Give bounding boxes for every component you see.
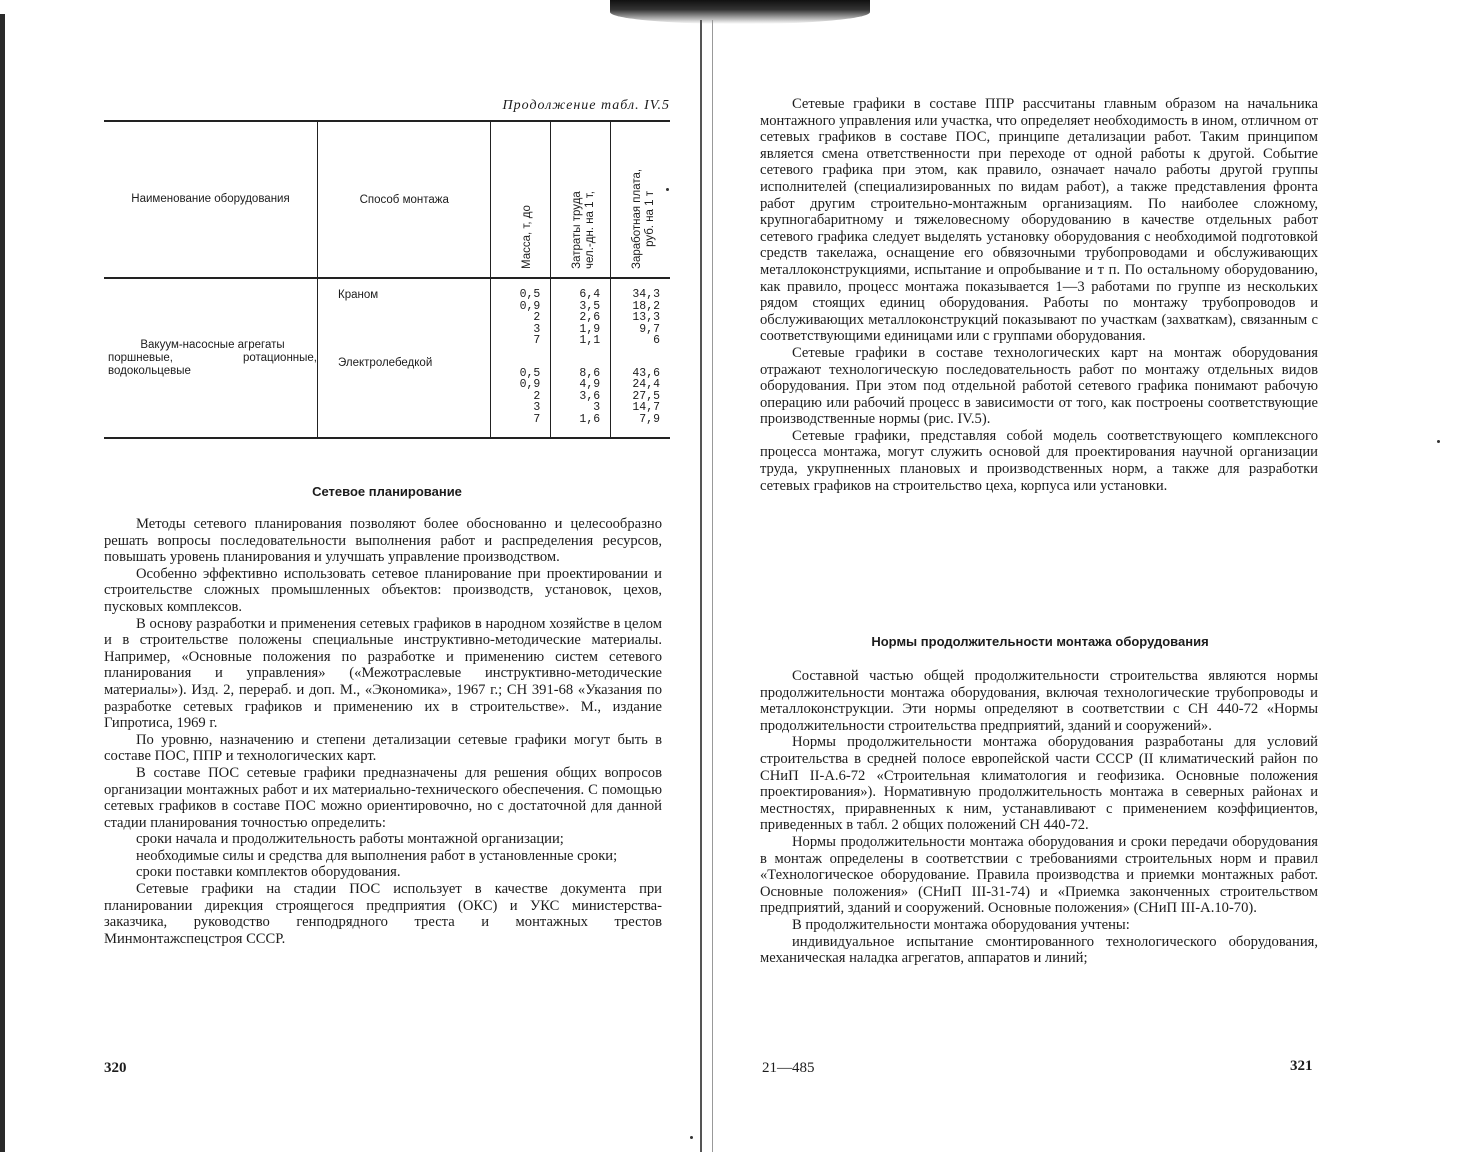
- labor-value: 6,4: [579, 288, 601, 301]
- paragraph: индивидуальное испытание смонтированного технологического оборудования, механическая наладка агрегатов, аппаратов и линий;: [760, 933, 1318, 967]
- mass-column: [491, 278, 551, 438]
- mass-value: 7: [533, 412, 541, 426]
- scan-speck: [1437, 440, 1440, 443]
- labor-value: 8,6: [579, 366, 601, 380]
- header-method: Способ монтажа: [318, 121, 491, 278]
- header-wage: Заработная плата, руб. на 1 т: [611, 121, 670, 278]
- paragraph: Сетевые графики на стадии ПОС использует в качестве документа при планировании дирекция строящегося предприятия (ОКС) и УКС министерства-заказчика, руководство генподрядного треста и монтажных трестов Минмонтажспецстроя СССР.: [104, 881, 662, 947]
- mass-value: 3: [533, 322, 541, 336]
- right-page-body-top: [760, 96, 1318, 494]
- labor-value: 4,9: [579, 378, 601, 391]
- section-heading-network-planning: Сетевое планирование: [312, 484, 462, 499]
- paragraph: сроки поставки комплектов оборудования.: [136, 864, 401, 881]
- mass-value: 3: [533, 401, 541, 414]
- left-page-body: [104, 516, 662, 947]
- method-crane: Краном: [338, 289, 379, 301]
- equipment-table: [104, 120, 670, 439]
- page-number-right: 321: [1290, 1058, 1313, 1074]
- paragraph: В продолжительности монтажа оборудования учтены:: [792, 916, 1130, 933]
- book-gutter-line: [712, 20, 713, 1152]
- paragraph: Сетевые графики в составе технологических карт на монтаж оборудования отражают технологическую последовательность работ по монтажу отдельных видов оборудования. При этом под отдельной работой сетевого графика понимают рабочую операцию или рабочий процесс в зависимости от того, как построены соответствующие производственные нормы (рис. IV.5).: [760, 344, 1318, 428]
- page-edge-shadow: [0, 14, 5, 1152]
- header-labor: Затраты труда чел.-дн. на 1 т,: [551, 121, 611, 278]
- header-equipment-name: Наименование оборудования: [131, 193, 290, 205]
- paragraph: Сетевые графики, представляя собой модель соответствующего комплексного процесса монтажа, могут служить основой для проектирования научной организации труда, укрупненных плановых и производственных норм, а также для разработки сетевых графиков на строительство цеха, корпуса или установки.: [760, 427, 1318, 494]
- labor-value: 1,6: [579, 412, 601, 426]
- paragraph: В составе ПОС сетевые графики предназначены для решения общих вопросов организации монтажных работ и их материально-технического обеспечения. С помощью сетевых графиков в составе ПОС можно ориентировочно, но с достаточной для данной стадии планирования точностью определить:: [104, 764, 662, 831]
- equipment-name-line: поршневые, ротационные,: [108, 351, 318, 364]
- paragraph: Нормы продолжительности монтажа оборудования и сроки передачи оборудования в монтаж определены в соответствии с требованиями строительных норм и правил «Технологическое оборудование. Правила производства и приемки монтажных работ. Основные положения» (СНиП III-31-74) и «Приемка законченных строительством предприятий, зданий и сооружений. Основные положения» (СНиП III-А.10-70).: [760, 833, 1318, 917]
- right-page-body-bottom: [760, 668, 1318, 967]
- mass-value: 0,9: [519, 378, 541, 391]
- paragraph: Особенно эффективно использовать сетевое планирование при проектировании и строительстве сложных промышленных объектов: производств, установок, цехов, пусковых комплексов.: [104, 565, 662, 615]
- method-winch: Электролебедкой: [338, 357, 433, 369]
- equipment-name-line: Вакуум-насосные агрегаты: [140, 338, 285, 351]
- labor-value: 1,1: [579, 334, 601, 347]
- labor-value: 3,6: [579, 389, 601, 403]
- labor-value: 3: [593, 401, 601, 414]
- table-row: [104, 278, 670, 438]
- paragraph: Нормы продолжительности монтажа оборудования разработаны для условий строительства в средней полосе европейской части СССР (II климатический район по СНиП II-А.6-72 «Строительная климатология и геофизика. Основные положения проектирования»). Нормативную продолжительность монтажа в северных районах и местностях, приравненных к ним, устанавливают с применением коэффициентов, приведенных в табл. 2 общих положений СН 440-72.: [760, 734, 1318, 834]
- wage-value: 24,4: [632, 378, 660, 391]
- scan-speck: [690, 1136, 693, 1139]
- wage-value: 7,9: [639, 412, 660, 426]
- table-continuation-caption: Продолжение табл. IV.5: [502, 98, 670, 113]
- paragraph: сроки начала и продолжительность работы монтажной организации;: [136, 831, 564, 848]
- equipment-name-line: водокольцевые: [108, 364, 191, 377]
- labor-column: [551, 278, 611, 438]
- header-mass: Масса, т, до: [491, 121, 551, 278]
- labor-value: 1,9: [579, 322, 601, 336]
- wage-value: 6: [653, 334, 660, 347]
- wage-value: 9,7: [639, 322, 660, 336]
- equipment-name-cell: [104, 278, 318, 438]
- book-gutter: [700, 20, 702, 1152]
- wage-value: 14,7: [632, 401, 660, 414]
- wage-value: 13,3: [632, 311, 660, 324]
- mass-value: 7: [533, 334, 541, 347]
- paragraph: По уровню, назначению и степени детализации сетевые графики могут быть в составе ПОС, ППР и технологических карт.: [104, 731, 662, 765]
- labor-value: 3,5: [579, 299, 601, 313]
- paragraph: необходимые силы и средства для выполнения работ в установленные сроки;: [136, 847, 618, 864]
- paragraph: Сетевые графики в составе ППР рассчитаны главным образом на начальника монтажного управления или участка, что определяет необходимость в ином, отличном от сетевых графиков в составе ПОС, принципе детализации работ. Таким принципом является смена ответственности при переходе от одной работы к другой. Событие сетевого графика при этом, как правило, означает начало работы другой группы исполнителей (специализированных по видам работ), а также представления фронта работ другим строительно-монтажным организациям. По наиболее сложному, крупногабаритному и тяжеловесному оборудованию в качестве отдельных работ сетевого графика следует выделять установку оборудования с необходимой подготовкой средств такелажа, оснащение его обвязочными трубопроводами и обслуживающих металлоконструкциями, испытание и опробывание и т п. По остальному оборудованию, как правило, процесс монтажа показывается 1—3 работами по группе из нескольких рядом стоящих единиц оборудования. Работы по монтажу трубопроводов и обслуживающих металлоконструкций показывают по участкам (захваткам), связанным с соответствующими единицами или с группами оборудования.: [760, 96, 1318, 345]
- wage-value: 43,6: [632, 366, 660, 380]
- mass-value: 0,5: [519, 288, 541, 301]
- scan-smudge: [610, 0, 870, 24]
- section-heading-installation-norms: Нормы продолжительности монтажа оборудования: [871, 634, 1209, 649]
- table-header-row: [104, 121, 670, 278]
- wage-value: 18,2: [632, 299, 660, 313]
- method-cell: [318, 278, 491, 438]
- wage-column: [611, 278, 670, 438]
- page-number-left: 320: [104, 1060, 127, 1076]
- paragraph: Методы сетевого планирования позволяют более обоснованно и целесообразно решать вопросы последовательности выполнения работ и распределения ресурсов, повышать уровень планирования и улучшать управление производством.: [104, 516, 662, 566]
- labor-value: 2,6: [579, 311, 601, 324]
- wage-value: 27,5: [632, 389, 660, 403]
- mass-value: 0,9: [519, 299, 541, 313]
- mass-value: 0,5: [519, 366, 541, 380]
- wage-value: 34,3: [632, 288, 660, 301]
- mass-value: 2: [533, 389, 541, 403]
- mass-value: 2: [533, 311, 541, 324]
- printer-signature: 21—485: [762, 1060, 815, 1076]
- paragraph: Составной частью общей продолжительности строительства являются нормы продолжительности монтажа оборудования, включая технологические трубопроводы и металлоконструкции. Эти нормы определяют в соответствии с СН 440-72 «Нормы продолжительности строительства предприятий, зданий и сооружений».: [760, 668, 1318, 734]
- paragraph: В основу разработки и применения сетевых графиков в народном хозяйстве в целом и в строительстве положены специальные инструктивно-методические материалы. Например, «Основные положения по разработке и применению систем сетевого планирования и управления» («Межотраслевые инструктивно-методические материалы»). Изд. 2, перераб. и доп. М., «Экономика», 1967 г.; СН 391-68 «Указания по разработке сетевых графиков и применению их в строительстве». М., издание Гипротиса, 1969 г.: [104, 615, 662, 732]
